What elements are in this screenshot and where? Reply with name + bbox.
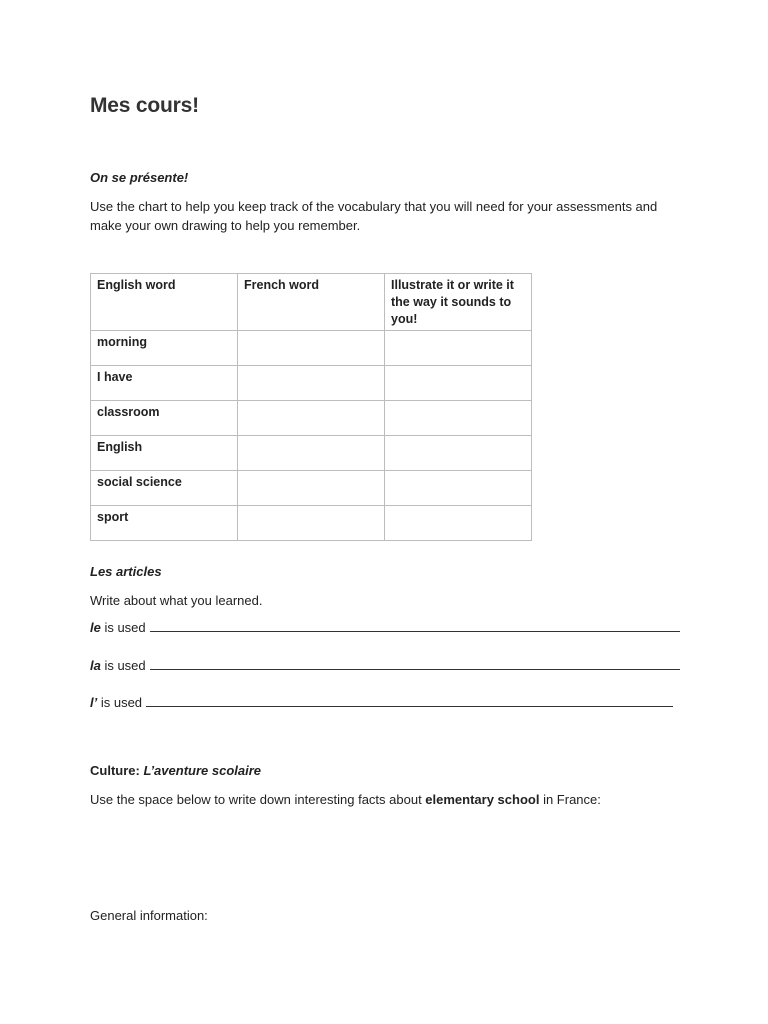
vocab-table [90,273,532,541]
table-row [91,471,532,506]
french-word-cell[interactable] [238,436,385,471]
answer-line[interactable] [150,658,680,670]
illustration-cell[interactable] [385,366,532,401]
vocab-header-row [91,274,532,331]
illustration-cell[interactable] [385,506,532,541]
french-word-cell[interactable] [238,506,385,541]
table-row [91,436,532,471]
article-line-la [90,658,680,673]
table-row [91,366,532,401]
culture-prompt [90,792,601,807]
articles-prompt: Write about what you learned. [90,593,263,608]
table-row [91,401,532,436]
header-french-word: French word [238,274,385,331]
illustration-cell[interactable] [385,401,532,436]
intro-text: Use the chart to help you keep track of the vocabulary that you will need for your assessments and make your own drawing to help you remember. [90,199,658,233]
articles-heading: Les articles [90,564,162,579]
english-word-cell: social science [91,471,238,506]
english-word-cell: sport [91,506,238,541]
answer-line[interactable] [146,695,673,707]
article-suffix: is used [97,695,143,710]
answer-line[interactable] [150,620,680,632]
article-term: l’ [90,695,98,710]
illustration-cell[interactable] [385,436,532,471]
english-word-cell: English [91,436,238,471]
general-information-label: General information: [90,908,208,923]
article-suffix: is used [100,658,146,673]
english-word-cell: morning [91,331,238,366]
table-row [91,331,532,366]
header-english-word: English word [91,274,238,331]
article-suffix: is used [100,620,146,635]
article-term: le [90,620,101,635]
culture-label: Culture: [90,763,140,778]
english-word-cell: classroom [91,401,238,436]
illustration-cell[interactable] [385,471,532,506]
french-word-cell[interactable] [238,331,385,366]
french-word-cell[interactable] [238,401,385,436]
article-line-le [90,620,680,635]
intro-heading: On se présente! [90,170,189,185]
article-line-l [90,695,673,710]
culture-prompt-before: Use the space below to write down interesting facts about [90,792,426,807]
article-term: la [90,658,101,673]
culture-title: L’aventure scolaire [143,763,262,778]
french-word-cell[interactable] [238,471,385,506]
culture-prompt-bold: elementary school [425,792,540,807]
illustration-cell[interactable] [385,331,532,366]
french-word-cell[interactable] [238,366,385,401]
page-title: Mes cours! [90,94,199,117]
culture-heading [90,763,261,778]
culture-prompt-after: in France: [539,792,601,807]
english-word-cell: I have [91,366,238,401]
header-illustrate: Illustrate it or write it the way it sounds to you! [385,274,532,331]
table-row [91,506,532,541]
